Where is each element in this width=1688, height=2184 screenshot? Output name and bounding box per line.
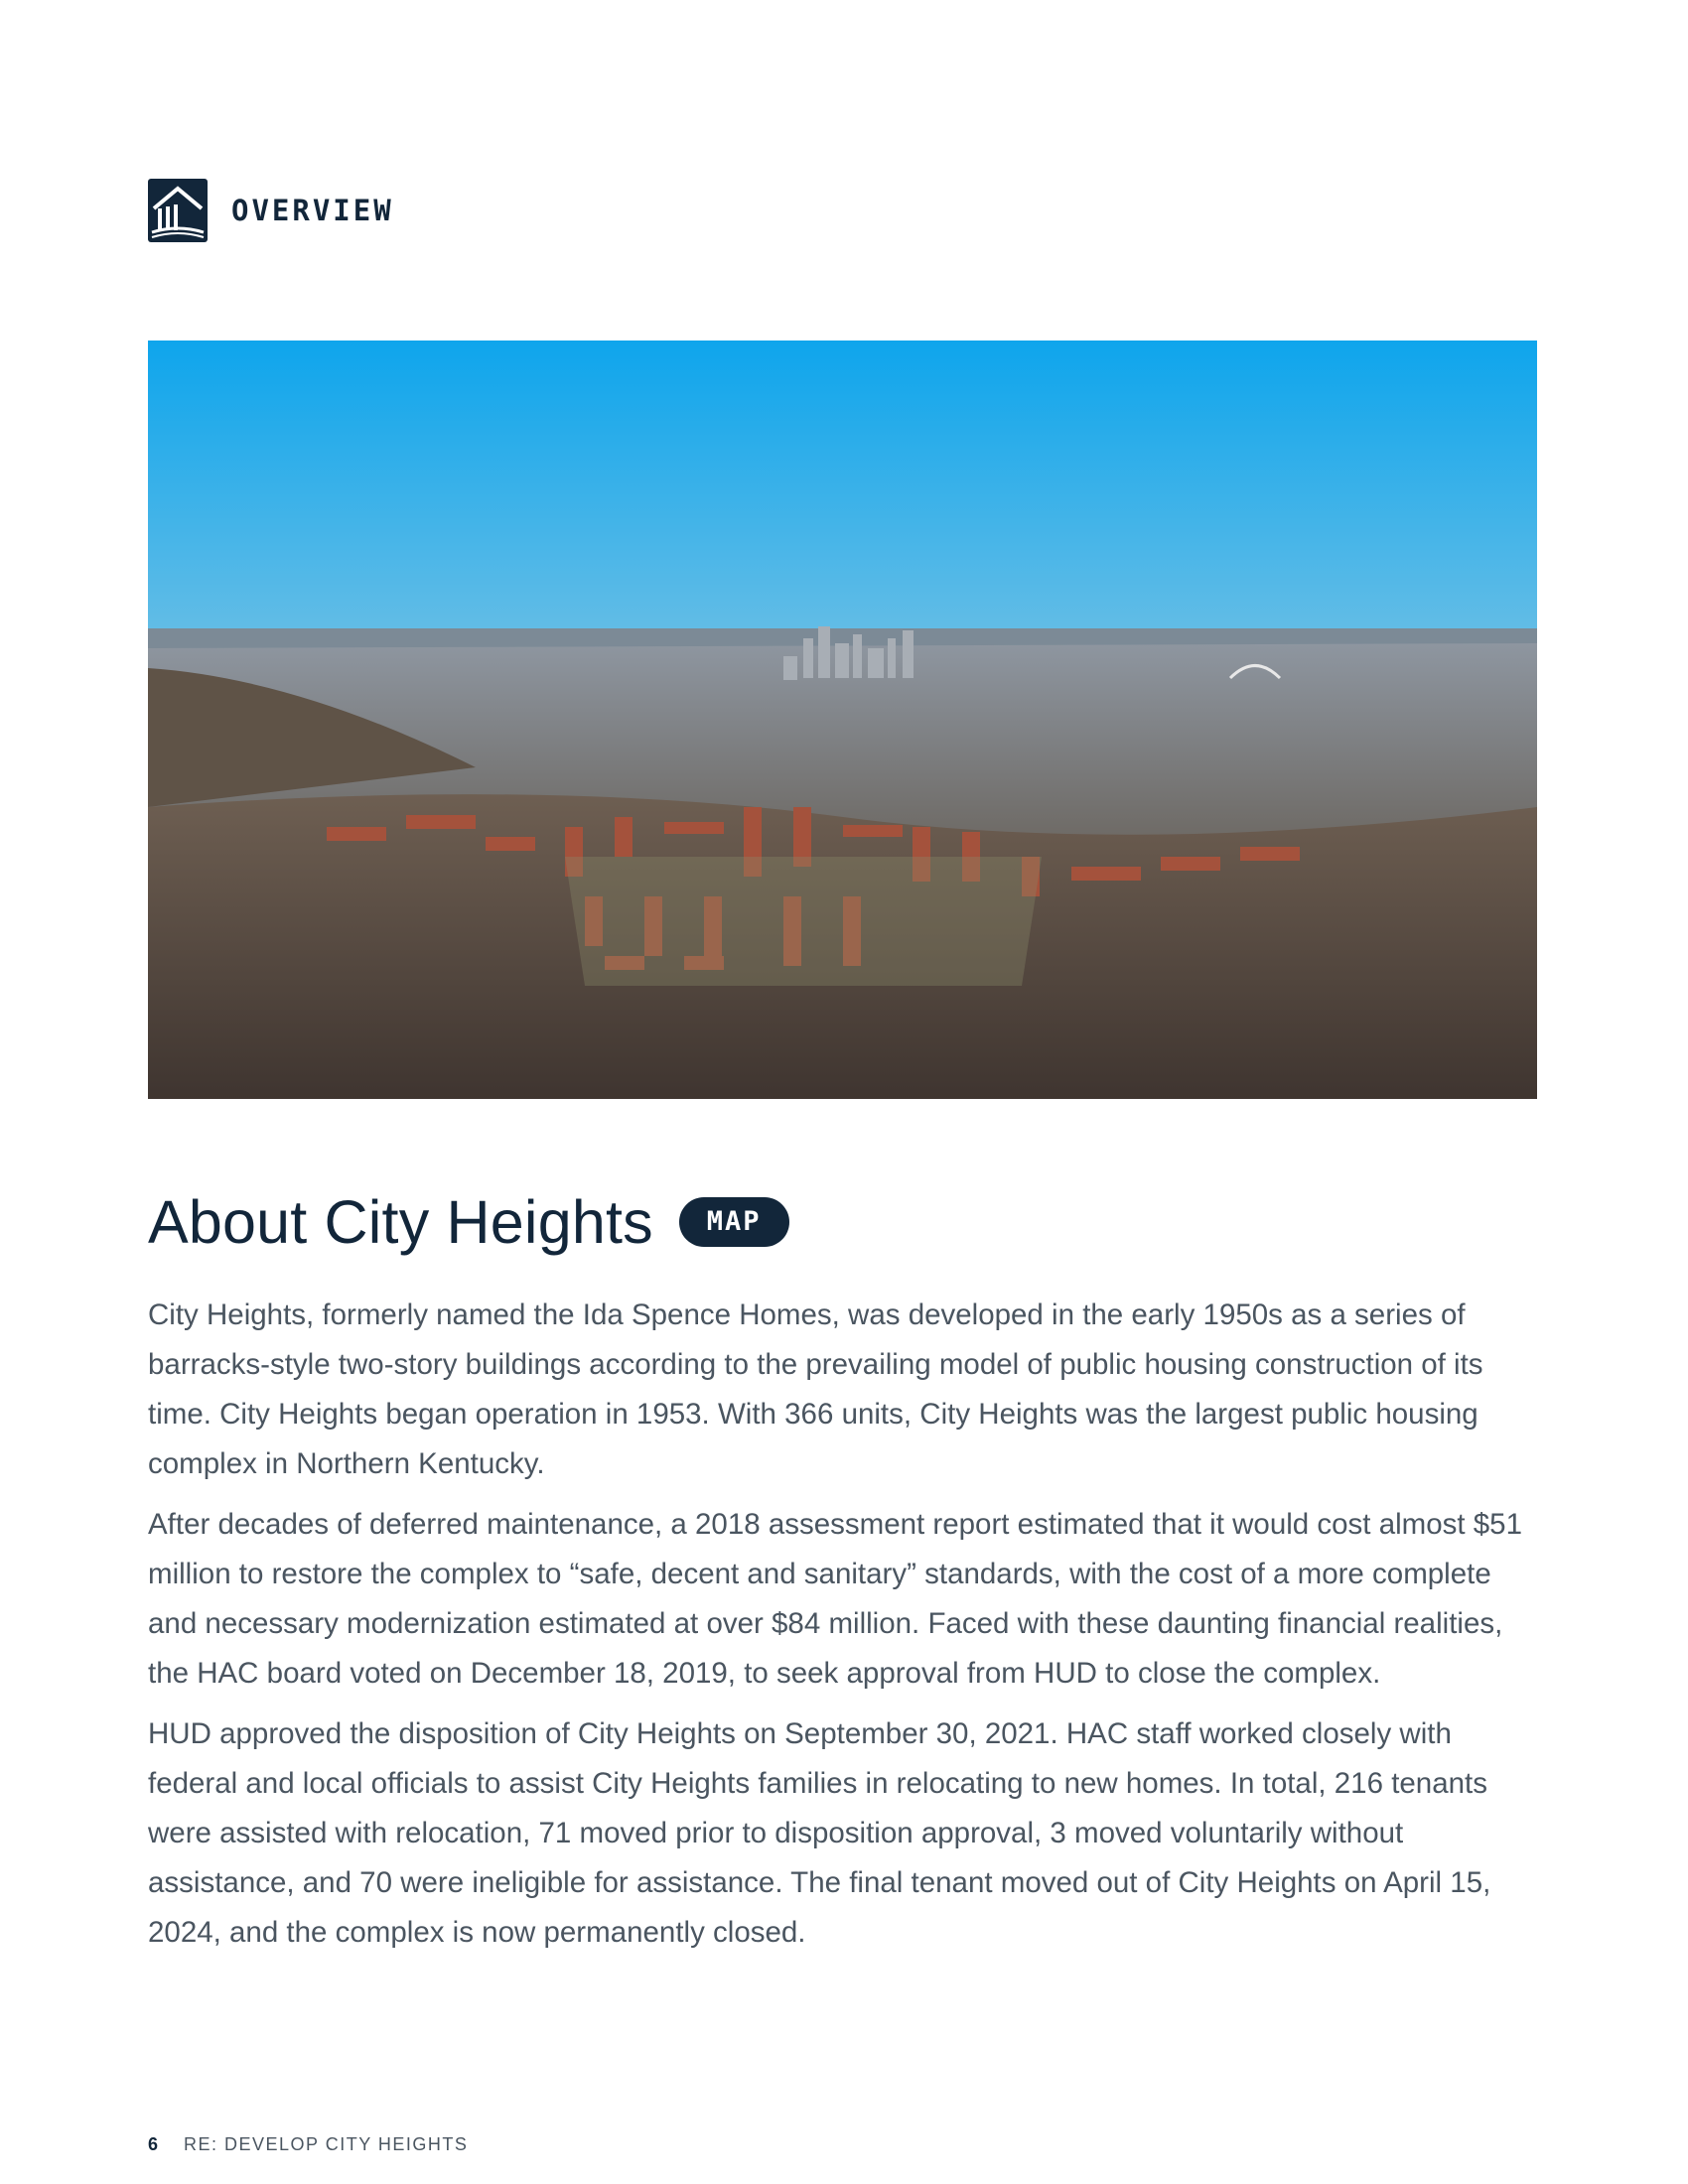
footer-doc-title: RE: DEVELOP CITY HEIGHTS	[184, 2134, 469, 2154]
paragraph: City Heights, formerly named the Ida Spence Homes, was developed in the early 1950s as a series of barracks-style two-story buildings according to the prevailing model of public housing construction of its time. City Heights began operation in 1953. With 366 units, City Heights was the largest public housing complex in Northern Kentucky.	[148, 1298, 1483, 1480]
page-number: 6	[148, 2134, 159, 2154]
title-row	[148, 1187, 789, 1257]
map-button[interactable]: MAP	[679, 1197, 789, 1247]
section-header	[148, 179, 394, 242]
paragraph: HUD approved the disposition of City Heights on September 30, 2021. HAC staff worked closely with federal and local officials to assist City Heights families in relocating to new homes. In total, 216 tenants were assisted with relocation, 71 moved prior to disposition approval, 3 moved voluntarily without assistance, and 70 were ineligible for assistance. The final tenant moved out of City Heights on April 15, 2024, and the complex is now permanently closed.	[148, 1717, 1491, 1949]
body-text	[148, 1291, 1538, 1969]
page-footer	[148, 2134, 468, 2155]
section-label: OVERVIEW	[231, 194, 394, 227]
page-title: About City Heights	[148, 1188, 653, 1256]
house-logo-icon	[148, 179, 208, 242]
paragraph: After decades of deferred maintenance, a 2018 assessment report estimated that it would cost almost $51 million to restore the complex to “safe, decent and sanitary” standards, with the cost of a more complete and necessary modernization estimated at over $84 million. Faced with these daunting financial realities, the HAC board voted on December 18, 2019, to seek approval from HUD to close the complex.	[148, 1508, 1522, 1690]
aerial-photo	[148, 341, 1537, 1099]
